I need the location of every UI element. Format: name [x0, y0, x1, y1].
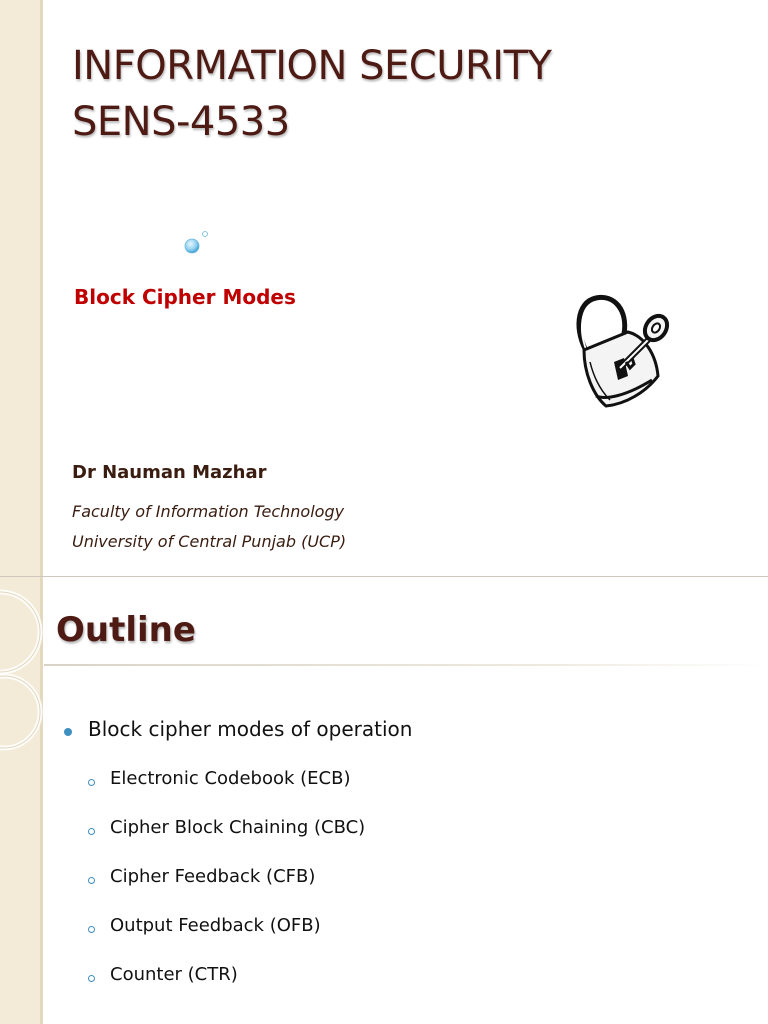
- title-line-1: INFORMATION SECURITY: [72, 43, 552, 89]
- slide-title: [72, 38, 551, 150]
- title-line-2: SENS-4533: [72, 99, 290, 145]
- affiliation-university: University of Central Punjab (UCP): [72, 532, 347, 551]
- bullet-item: Block cipher modes of operation: [88, 717, 413, 741]
- sub-item-ofb: Output Feedback (OFB): [110, 915, 321, 936]
- title-divider: [44, 664, 768, 666]
- slide-subtitle: Block Cipher Modes: [74, 285, 296, 309]
- sub-bullet-marker: [88, 975, 95, 982]
- sub-item-ecb: Electronic Codebook (ECB): [110, 768, 351, 789]
- affiliation-faculty: Faculty of Information Technology: [72, 502, 345, 521]
- sub-item-cfb: Cipher Feedback (CFB): [110, 866, 316, 887]
- author-name: Dr Nauman Mazhar: [72, 462, 267, 483]
- sub-bullet-marker: [88, 877, 95, 884]
- sub-bullet-marker: [88, 828, 95, 835]
- sub-bullet-marker: [88, 779, 95, 786]
- padlock-key-icon: [566, 292, 676, 416]
- sub-item-ctr: Counter (CTR): [110, 964, 238, 985]
- outline-title: Outline: [56, 610, 196, 650]
- sub-item-cbc: Cipher Block Chaining (CBC): [110, 817, 366, 838]
- bullet-dot: [64, 728, 72, 736]
- left-accent-line: [40, 0, 43, 576]
- sub-bullet-marker: [88, 926, 95, 933]
- decorative-circles-icon: [0, 577, 60, 777]
- outline-slide: [0, 577, 768, 1024]
- left-accent-strip: [0, 0, 40, 576]
- bubbles-icon: [180, 226, 220, 266]
